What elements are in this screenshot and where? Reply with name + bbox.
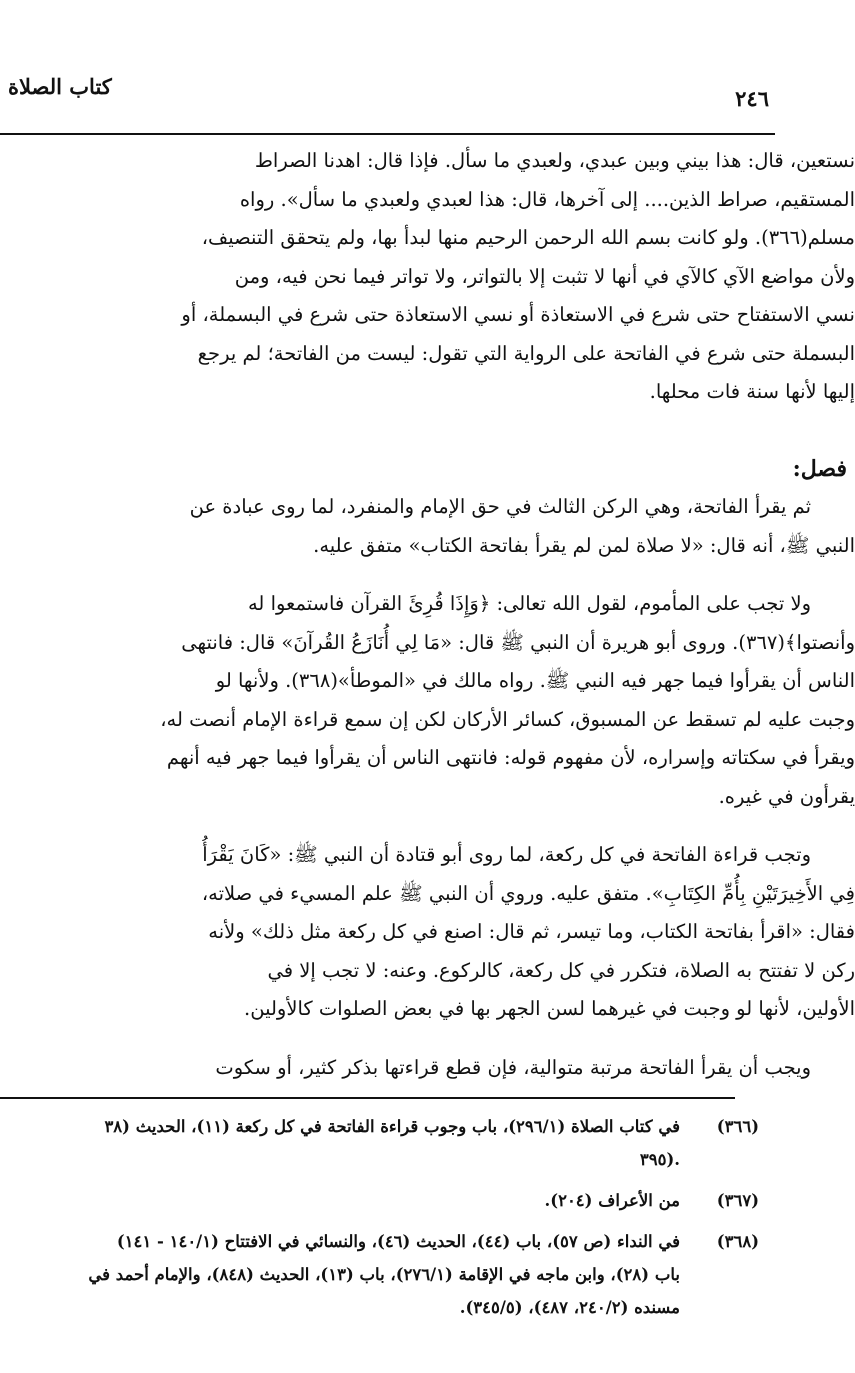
text-line: الأولين، لأنها لو وجبت في غيرهما لسن الجهر بها في بعض الصلوات كالأولين. bbox=[244, 997, 855, 1020]
section-heading: فصل: bbox=[792, 455, 847, 482]
text-line: البسملة حتى شرع في الفاتحة على الرواية التي تقول: ليست من الفاتحة؛ لم يرجع bbox=[197, 341, 855, 365]
spacer bbox=[0, 1029, 855, 1049]
text-line: فِي الأَخِيرَتَيْنِ بِأُمِّ الكِتَابِ». متفق عليه. وروي أن النبي ﷺ علم المسيء في صلاته، bbox=[201, 881, 855, 905]
footnote-line: مسنده (٢٤٠/٢، ٤٨٧)، (٣٤٥/٥). bbox=[459, 1298, 680, 1317]
footnotes bbox=[0, 1110, 855, 1324]
spacer bbox=[0, 412, 855, 450]
paragraph-2 bbox=[0, 488, 855, 565]
footnote-366 bbox=[0, 1110, 855, 1176]
text-line: ثم يقرأ الفاتحة، وهي الركن الثالث في حق الإمام والمنفرد، لما روى عبادة عن bbox=[189, 495, 811, 518]
text-line: فقال: «اقرأ بفاتحة الكتاب، وما تيسر، ثم قال: اصنع في كل ركعة مثل ذلك» ولأنه bbox=[208, 920, 855, 943]
paragraph-5 bbox=[0, 1049, 855, 1088]
text-line: ولأن مواضع الآي كالآي في أنها لا تثبت إلا بالتواتر، ولا تواتر فيما نحن فيه، ومن bbox=[234, 264, 855, 288]
footnote-number: (٣٦٧) bbox=[716, 1191, 759, 1210]
text-line: وجبت عليه لم تسقط عن المسبوق، كسائر الأركان لكن إن سمع قراءة الإمام أنصت له، bbox=[160, 707, 855, 731]
header-rule bbox=[0, 133, 775, 135]
text-line: النبي ﷺ، أنه قال: «لا صلاة لمن لم يقرأ بفاتحة الكتاب» متفق عليه. bbox=[313, 533, 855, 557]
text-line: نسي الاستفتاح حتى شرع في الاستعاذة أو نسي الاستعاذة حتى شرع في البسملة، أو bbox=[181, 303, 855, 326]
text-line: وأنصتوا﴾(٣٦٧). وروى أبو هريرة أن النبي ﷺ قال: «مَا لِي أُنَازَعُ القُرآنَ» قال: فانتهى bbox=[181, 630, 855, 654]
text-line: إليها لأنها سنة فات محلها. bbox=[649, 380, 855, 403]
footnote-line: في كتاب الصلاة (٢٩٦/١)، باب وجوب قراءة الفاتحة في كل ركعة (١١)، الحديث (٣٨ bbox=[104, 1117, 680, 1136]
text-line: المستقيم، صراط الذين.... إلى آخرها، قال: هذا لعبدي ولعبدي ما سأل». رواه bbox=[239, 187, 855, 211]
paragraph-1 bbox=[0, 142, 855, 412]
footnote-line: في النداء (ص ٥٧)، باب (٤٤)، الحديث (٤٦)، والنسائي في الافتتاح (١٤٠/١ - ١٤١) bbox=[116, 1232, 680, 1251]
text-line: ولا تجب على المأموم، لقول الله تعالى: ﴿وَإِذَا قُرِئَ القرآن فاستمعوا له bbox=[247, 592, 811, 615]
text-line: يقرأون في غيره. bbox=[718, 784, 855, 808]
spacer bbox=[0, 565, 855, 585]
text-line: الناس أن يقرأوا فيما جهر فيه النبي ﷺ. رواه مالك في «الموطأ»(٣٦٨). ولأنها لو bbox=[215, 669, 855, 692]
spacer bbox=[0, 816, 855, 836]
paragraph-3 bbox=[0, 585, 855, 816]
footnote-line: باب (٢٨)، وابن ماجه في الإقامة (٢٧٦/١)، باب (١٣)، الحديث (٨٤٨)، والإمام أحمد في bbox=[88, 1265, 680, 1284]
footnote-separator bbox=[0, 1097, 735, 1099]
page-header bbox=[0, 74, 855, 114]
footnote-line: من الأعراف (٢٠٤). bbox=[544, 1191, 680, 1210]
footnote-368 bbox=[0, 1225, 855, 1324]
text-line: مسلم(٣٦٦). ولو كانت بسم الله الرحمن الرحيم منها لبدأ بها، ولم يتحقق التنصيف، bbox=[201, 226, 855, 249]
text-line: وتجب قراءة الفاتحة في كل ركعة، لما روى أبو قتادة أن النبي ﷺ: «كَانَ يَقْرَأُ bbox=[202, 843, 811, 866]
page-number: ٢٤٦ bbox=[735, 86, 769, 111]
text-line: ويجب أن يقرأ الفاتحة مرتبة متوالية، فإن قطع قراءتها بذكر كثير، أو سكوت bbox=[215, 1055, 811, 1079]
footnote-number: (٣٦٦) bbox=[716, 1117, 759, 1136]
main-text bbox=[0, 142, 855, 1087]
footnote-line: .(٣٩٥ bbox=[639, 1150, 680, 1169]
paragraph-4 bbox=[0, 836, 855, 1029]
text-line: ويقرأ في سكتاته وإسراره، لأن مفهوم قوله: فانتهى الناس أن يقرأوا فيما جهر فيه أنهم bbox=[166, 746, 855, 769]
text-line: نستعين، قال: هذا بيني وبين عبدي، ولعبدي ما سأل. فإذا قال: اهدنا الصراط bbox=[254, 149, 855, 172]
footnote-367 bbox=[0, 1184, 855, 1217]
footnote-number: (٣٦٨) bbox=[716, 1232, 759, 1251]
text-line: ركن لا تفتتح به الصلاة، فتكرر في كل ركعة، كالركوع. وعنه: لا تجب إلا في bbox=[267, 958, 855, 982]
running-title: كتاب الصلاة bbox=[8, 74, 112, 99]
